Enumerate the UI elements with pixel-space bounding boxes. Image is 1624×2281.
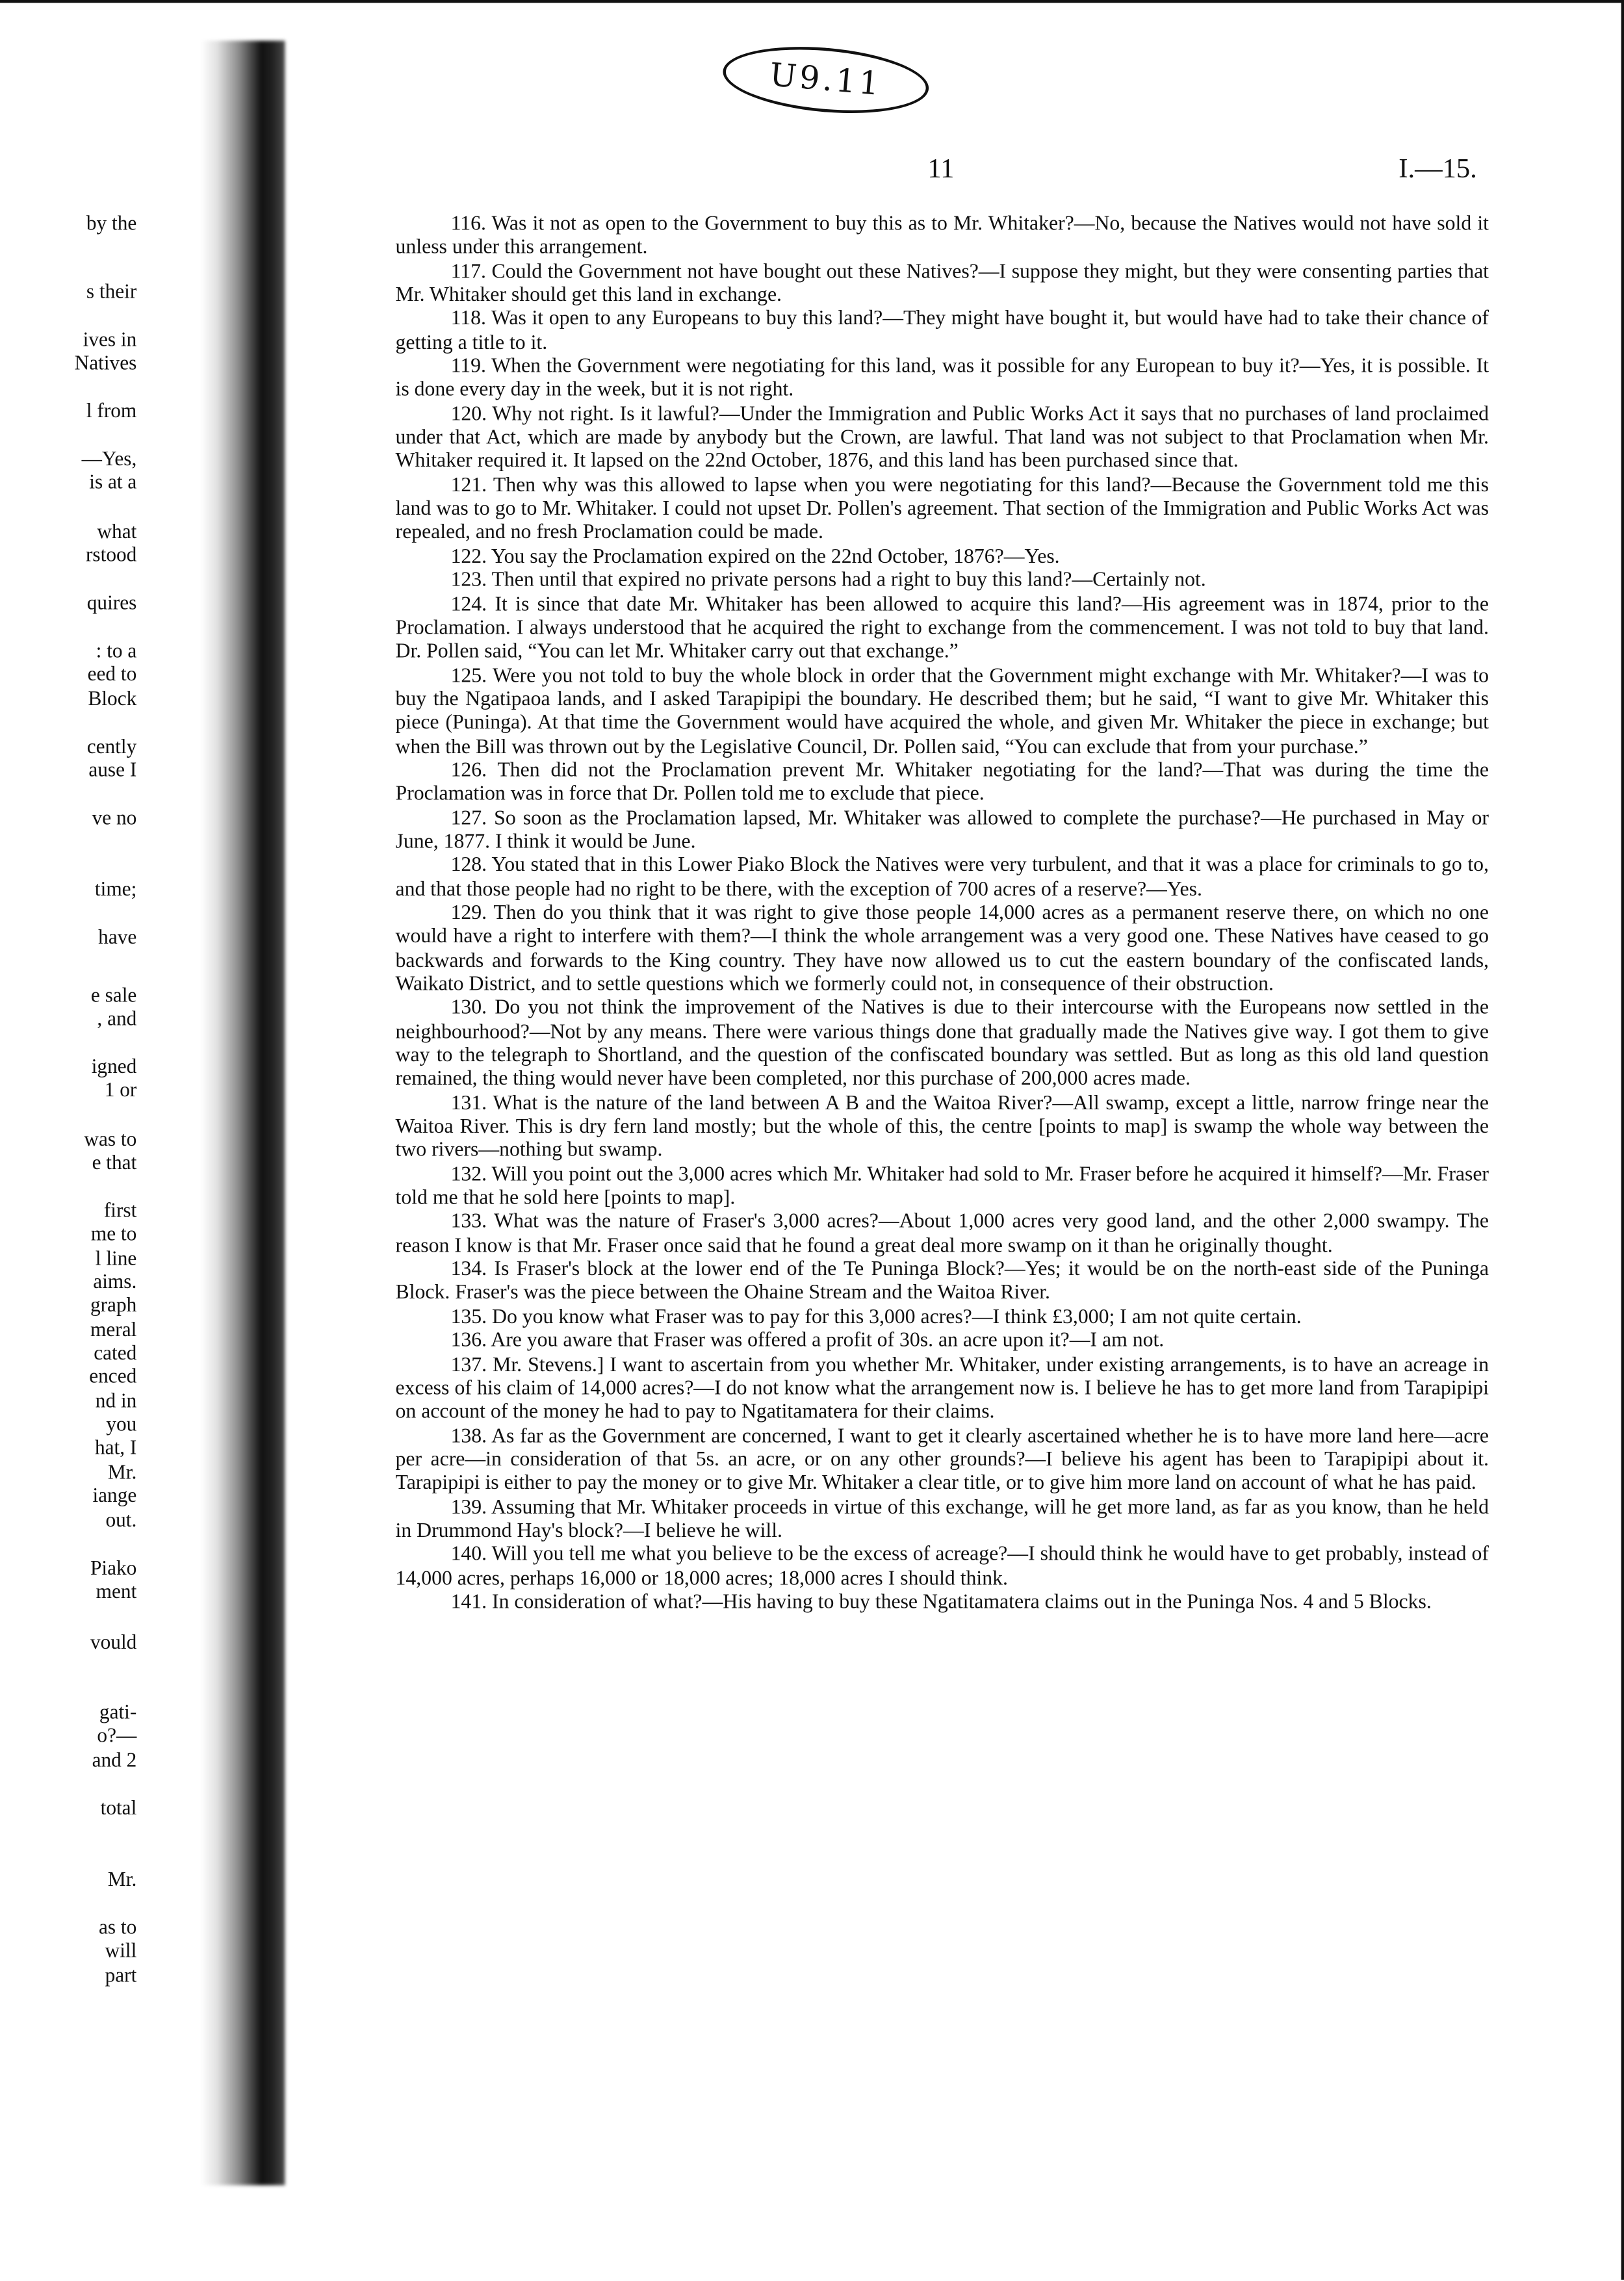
margin-fragment: —Yes, <box>81 449 137 471</box>
question-paragraph: 127. So soon as the Proclamation lapsed, Mr. Whitaker was allowed to complete the purchase?—He purchased in May or June, 1877. I think it would be June. <box>395 806 1489 854</box>
margin-fragment: have <box>98 927 137 949</box>
margin-fragment: by the <box>86 213 137 236</box>
margin-fragment: total <box>100 1798 137 1821</box>
binding-shadow <box>201 41 285 2185</box>
question-paragraph: 132. Will you point out the 3,000 acres which Mr. Whitaker had sold to Mr. Fraser before he acquired it himself?—Mr. Fraser told me that he sold here [points to map]. <box>395 1163 1489 1210</box>
question-paragraph: 128. You stated that in this Lower Piako Block the Natives were very turbulent, and that it was a place for criminals to go to, and that those people had no right to be there, with the exception of 700 acres of a reserve?—Yes. <box>395 853 1489 901</box>
question-paragraph: 119. When the Government were negotiating for this land, was it possible for any European to buy it?—Yes, it is possible. It is done every day in the week, but it is not right. <box>395 355 1489 402</box>
margin-fragment: as to <box>98 1917 137 1940</box>
question-paragraph: 134. Is Fraser's block at the lower end of the Te Puninga Block?—Yes; it would be on the north-east side of the Puninga Block. Fraser's was the piece between the Ohaine Stream and the Waitoa River. <box>395 1257 1489 1305</box>
margin-fragment: graph <box>90 1295 137 1317</box>
margin-fragment: gati- <box>99 1702 137 1725</box>
margin-fragment: nd in <box>95 1391 137 1413</box>
margin-fragment: part <box>105 1965 137 1988</box>
margin-fragment: ives in <box>83 329 137 352</box>
margin-fragment: cated <box>94 1343 137 1365</box>
question-paragraph: 129. Then do you think that it was right to give those people 14,000 acres as a permanent reserve there, on which no one would have a right to interfere with them?—I think the whole arrangement was a very good one. These Natives have ceased to go backwards and forwards to the King country. They have now allowed us to cut the eastern boundary of the confiscated lands, Waikato District, and to settle questions which we formerly could not, in consequence of their obstruction. <box>395 901 1489 996</box>
margin-fragment: first <box>103 1201 137 1223</box>
margin-fragment: , and <box>97 1009 137 1031</box>
margin-fragment: ause I <box>88 760 137 782</box>
margin-fragment: quires <box>86 593 137 615</box>
margin-fragment: eed to <box>87 664 137 687</box>
margin-fragment: hat, I <box>94 1437 137 1460</box>
margin-fragment: igned <box>91 1057 137 1079</box>
question-paragraph: 135. Do you know what Fraser was to pay for this 3,000 acres?—I think £3,000; I am not quite certain. <box>450 1305 1302 1329</box>
margin-fragment: you <box>106 1414 137 1437</box>
question-paragraph: 121. Then why was this allowed to lapse when you were negotiating for this land?—Because the Government told me this land was to go to Mr. Whitaker. I could not upset Dr. Pollen's agreement. That section of the Immigration and Public Works Act was repealed, and no fresh Proclamation could be made. <box>395 473 1489 545</box>
question-paragraph: 136. Are you aware that Fraser was offered a profit of 30s. an acre upon it?—I am not. <box>450 1329 1165 1353</box>
question-paragraph: 138. As far as the Government are concerned, I want to get it clearly ascertained whether he is to have more land here—acre per acre—in consideration of that 5s. an acre, or on any other grounds?—I believe his agent has been to Tarapipipi about it. Tarapipipi is either to pay the money or to give Mr. Whitaker a clear title, or to give him more land on account of what he has paid. <box>395 1424 1489 1495</box>
margin-fragment: Piako <box>90 1558 137 1580</box>
question-paragraph: 139. Assuming that Mr. Whitaker proceeds in virtue of this exchange, will he get more land, as far as you know, than he held in Drummond Hay's block?—I believe he will. <box>395 1495 1489 1543</box>
margin-fragment: l from <box>86 401 137 424</box>
margin-fragment: me to <box>90 1224 137 1246</box>
previous-page-margin <box>0 0 174 2280</box>
margin-fragment: Mr. <box>107 1870 137 1892</box>
question-paragraph: 140. Will you tell me what you believe to be the excess of acreage?—I should think he would have to get probably, instead of 14,000 acres, perhaps 16,000 or 18,000 acres; 18,000 acres I should think. <box>395 1543 1489 1590</box>
question-paragraph: 124. It is since that date Mr. Whitaker has been allowed to acquire this land?—His agreement was in 1874, prior to the Proclamation. I always understood that he acquired the right to exchange from the commencement. I was not told to buy that land. Dr. Pollen said, “You can let Mr. Whitaker carry out that exchange.” <box>395 592 1489 664</box>
margin-fragment: Block <box>88 689 137 712</box>
question-paragraph: 131. What is the nature of the land between A B and the Waitoa River?—All swamp, except a little, narrow fringe near the Waitoa River. This is dry fern land mostly; but the whole of this, the centre [points to map] is swamp the whole way between the two rivers—nothing but swamp. <box>395 1091 1489 1163</box>
margin-fragment: l line <box>95 1248 137 1271</box>
margin-fragment: enced <box>89 1367 137 1389</box>
question-paragraph: 117. Could the Government not have bought out these Natives?—I suppose they might, but they were consenting parties that Mr. Whitaker should get this land in exchange. <box>395 259 1489 307</box>
margin-fragment: what <box>97 522 137 544</box>
margin-fragment: e sale <box>90 985 137 1008</box>
question-paragraph: 141. In consideration of what?—His having to buy these Ngatitamatera claims out in the Puninga Nos. 4 and 5 Blocks. <box>450 1590 1432 1614</box>
scan-border-top <box>0 0 1624 3</box>
question-paragraph: 130. Do you not think the improvement of the Natives is due to their intercourse with the Europeans now settled in the neighbourhood?—Not by any means. There were various things done that gradually made the Natives give way. I got them to give way to the telegraph to Shortland, and the question of the confiscated boundary was settled. But as long as this old land question remained, the thing would never have been completed, nor this purchase of 200,000 acres made. <box>395 996 1489 1091</box>
margin-fragment: and 2 <box>92 1750 137 1773</box>
question-paragraph: 118. Was it open to any Europeans to buy this land?—They might have bought it, but would have had to take their chance of getting a title to it. <box>395 307 1489 355</box>
question-paragraph: 125. Were you not told to buy the whole block in order that the Government might exchange with Mr. Whitaker?—I was to buy the Ngatipaoa lands, and I asked Tarapipipi the boundary. He described them; but he said, “I want to give Mr. Whitaker this piece (Puninga). At that time the Government would have acquired the whole, and given Mr. Whitaker the piece in exchange; but when the Bill was thrown out by the Legislative Council, Dr. Pollen said, “You can exclude that from your purchase.” <box>395 664 1489 758</box>
margin-fragment: vould <box>90 1632 137 1655</box>
question-paragraph: 137. Mr. Stevens.] I want to ascertain from you whether Mr. Whitaker, under existing arrangements, is to have an acreage in excess of his claim of 14,000 acres?—I do not know what the arrangement now is. I believe he has to get more land from Tarapipipi on account of the money he had to pay to Ngatitamatera for their claims. <box>395 1352 1489 1424</box>
testimony-body <box>396 213 1489 1614</box>
question-paragraph: 126. Then did not the Proclamation prevent Mr. Whitaker negotiating for the land?—That was during the time the Proclamation was in force that Dr. Pollen told me to exclude that piece. <box>395 758 1489 806</box>
margin-fragment: 1 or <box>104 1080 137 1102</box>
margin-fragment: time; <box>94 879 137 902</box>
question-paragraph: 120. Why not right. Is it lawful?—Under the Immigration and Public Works Act it says that no purchases of land proclaimed under that Act, which are made by anybody but the Crown, are lawful. That land was not subject to that Proclamation when Mr. Whitaker required it. It lapsed on the 22nd October, 1876, and this land has been purchased since that. <box>395 402 1489 474</box>
document-reference: I.—15. <box>1398 154 1477 185</box>
margin-fragment: e that <box>92 1153 137 1175</box>
margin-fragment: aims. <box>93 1272 137 1295</box>
margin-fragment: is at a <box>89 472 137 495</box>
margin-fragment: was to <box>84 1129 137 1152</box>
margin-fragment: ve no <box>92 808 137 831</box>
margin-fragment: will <box>105 1940 137 1963</box>
margin-fragment: Natives <box>74 353 137 376</box>
margin-fragment: rstood <box>86 545 137 567</box>
margin-fragment: o?— <box>97 1725 137 1748</box>
margin-fragment: cently <box>86 737 137 759</box>
page-number: 11 <box>927 154 955 185</box>
handwritten-reference-stamp: U9.11 <box>720 39 931 121</box>
question-paragraph: 122. You say the Proclamation expired on the 22nd October, 1876?—Yes. <box>450 545 1060 569</box>
margin-fragment: out. <box>105 1510 137 1533</box>
margin-fragment: : to a <box>96 641 137 664</box>
question-paragraph: 116. Was it not as open to the Government to buy this as to Mr. Whitaker?—No, because the Natives would not have sold it unless under this arrangement. <box>395 212 1489 260</box>
margin-fragment: meral <box>90 1320 137 1343</box>
margin-fragment: ment <box>96 1582 137 1604</box>
margin-fragment: iange <box>92 1486 137 1508</box>
scan-border-right <box>1621 0 1624 2280</box>
margin-fragment: s their <box>86 282 137 304</box>
question-paragraph: 133. What was the nature of Fraser's 3,000 acres?—About 1,000 acres very good land, and the other 2,000 swampy. The reason I know is that Mr. Fraser once said that he found a great deal more swamp on it than he originally thought. <box>395 1210 1489 1257</box>
question-paragraph: 123. Then until that expired no private persons had a right to buy this land?—Certainly not. <box>450 569 1206 592</box>
margin-fragment: Mr. <box>107 1462 137 1485</box>
